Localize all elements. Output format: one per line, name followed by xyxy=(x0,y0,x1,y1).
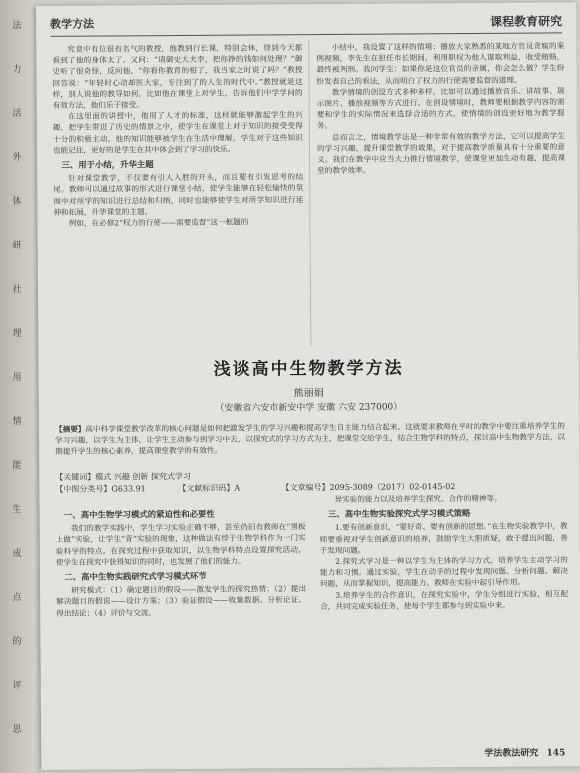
column-divider xyxy=(308,40,311,346)
paragraph: 例如，在必修2“权力的行使——需要监督”这一框题的 xyxy=(68,217,249,228)
strip-glyph: 理 xyxy=(12,329,22,339)
paragraph: 异实验的能力以及培养学生探究、合作的精神等。 xyxy=(334,493,502,504)
adjacent-page-strip xyxy=(0,0,34,773)
strip-glyph: 生 xyxy=(12,505,22,515)
strip-glyph: 法 xyxy=(12,21,22,31)
paragraph: 研究模式：（1）确定题目的假设——激发学生的探究热情；（2）提出解决题目的假说——设计方案；（3）验证假设——收集数据、分析论证、得出结论；（4）评价与交流。 xyxy=(56,584,307,618)
strip-glyph: 活 xyxy=(12,109,22,119)
section-heading: 三、高中生物实验探究式学习模式策略 xyxy=(327,508,471,520)
page-footer xyxy=(484,745,565,759)
paragraph: 总而言之，情境教学法是一种非常有效的教学方法，它可以提高学生的学习兴趣，提升课堂教学的效果，对于提高教学质量具有十分重要的意义。我们在教学中应当大力推行情境教学，使课堂更加生动有趣，提高课堂的教学效率。 xyxy=(316,130,566,176)
strip-glyph: 外 xyxy=(12,153,22,163)
strip-glyph: 成 xyxy=(12,549,22,559)
document-code: 【文献标识码】A xyxy=(178,483,241,494)
abstract-label: 【摘要】 xyxy=(54,424,86,434)
section-heading: 二、高中生物实践研究式学习模式环节 xyxy=(64,570,207,582)
top-right-column xyxy=(316,40,566,346)
strip-glyph: 思 xyxy=(12,725,22,735)
abstract xyxy=(55,420,565,457)
page-number: 145 xyxy=(546,748,566,759)
article-author: 熊丽娟 xyxy=(293,388,324,400)
keywords: 【关键词】模式 兴趣 创新 探究式学习 xyxy=(55,471,191,482)
strip-glyph: 体 xyxy=(12,197,22,207)
strip-glyph: 评 xyxy=(12,681,22,691)
section-label: 教学方法 xyxy=(50,17,95,31)
paragraph: 1.要有创新意识，“要好奇、要有创新的思想。”在生物实验教学中，教师要重视对学生创新意识的培养，鼓励学生大胆质疑，敢于提出问题，善于发现问题。 xyxy=(319,521,568,555)
running-header xyxy=(50,12,562,34)
paragraph: 究竟中有位很有名气的教授，他教到行长课，特别会休，待到今天都看到了他的身体太了。又问：“请御史大夫李，把你挣的钱如何处理？”御史听了很奇怪，反问他。“你看你教育的相了，我当家之时说了吗？”教授回答说：“年轻时心动却医大家，专注到了的人生的时代中。”教授就是这样，别人说他的教导如何，比如他在课堂上对学生，告诉他们中学学问的有效方法，他们乐于接受。 xyxy=(52,43,303,110)
paragraph: 教学情境的创设方式多种多样，比如可以通过播放音乐、讲故事、展示图片、播放视频等方式进行。在创设情境时，教师要根据教学内容的需要和学生的实际情况来选择合适的方式，使情境的创设更好地为教学服务。 xyxy=(316,86,565,131)
journal-page xyxy=(36,2,580,770)
strip-glyph: 的 xyxy=(12,637,22,647)
strip-glyph: 点 xyxy=(12,593,22,603)
bottom-left-column xyxy=(55,504,307,752)
author-affiliation: （安徽省六安市新安中学 安徽 六安 237000） xyxy=(215,402,403,414)
abstract-text: 高中科学课堂教学改革的核心问题是如何把激发学生的学习兴趣和提高学生自主能力结合起来。这就要求教师在平时的教学中要注重培养学生的学习兴趣，以学生为主体，让学生主动参与到学习中去，以探究式的学习方式为主，把课堂交给学生，结合生物学科的特点，探讨高中生物教学方法，以期提升学生的核心素养，提高课堂教学的有效性。 xyxy=(55,421,566,457)
paragraph: 3.培养学生的合作意识，在探究实验中，学生分组进行实验，相互配合，共同完成实验任务，使每个学生都参与到实验中来。 xyxy=(320,588,569,611)
paragraph: 小结中，我设置了这样的情境：播放大家熟悉的某地方官员贪腐的案例视频，李先生在担任市长期间，利用职权为他人谋取利益，收受贿赂，最终被判刑。我问学生：如果你是这位官员的亲属，你会怎么做？学生纷纷发表自己的看法，从而明白了权力的行使需要监督的道理。 xyxy=(316,41,565,86)
paragraph: 我们的教学实践中，学生学习实验正确不够，甚至仍旧有教师在“黑板上做”实验，让学生“背”实验的现象，这种做法有悖于生物学科作为一门实验科学的特点。在探究过程中获取知识，以生物学科特点设置探究活动，使学生在探究中获得知识的同时，也发展了他们的能力。 xyxy=(55,522,306,567)
clc-number: 【中图分类号】G633.91 xyxy=(55,484,146,494)
strip-glyph: 情 xyxy=(12,417,22,427)
strip-glyph: 能 xyxy=(12,461,22,471)
strip-glyph: 研 xyxy=(12,241,22,251)
strip-glyph: 力 xyxy=(12,65,22,75)
article-title: 浅谈高中生物教学方法 xyxy=(213,358,404,380)
paragraph: 2.探究式学习是一种以学生为主体的学习方式，培养学生主动学习的能力和习惯。通过实验，学生在动手的过程中发现问题、分析问题、解决问题，从而掌握知识，提高能力。教师在实验中起引导作用。 xyxy=(319,555,568,589)
strip-glyph: 用 xyxy=(12,373,22,383)
top-left-column xyxy=(52,42,304,344)
section-heading: 一、高中生物学习模式的紧迫性和必要性 xyxy=(63,508,215,520)
paragraph: 针对课堂教学，不仅要有引人入胜的开头，而且要有引发思考的结尾。教师可以通过故事的形式进行课堂小结，使学生能够在轻松愉快的氛围中对所学的知识进行总结和归纳，同时也能够使学生对所学知识进行延伸和拓展，升华课堂的主题。 xyxy=(53,172,304,217)
section-heading: 三、用于小结，升华主题 xyxy=(61,159,154,170)
article-number: 【文章编号】2095-3089（2017）02-0145-02 xyxy=(281,482,456,493)
article-metadata xyxy=(55,468,565,496)
journal-name: 课程教育研究 xyxy=(490,14,563,29)
strip-glyph: 社 xyxy=(12,285,22,295)
bottom-right-column xyxy=(319,492,569,750)
paragraph: 在这里面的讲授中，他用了人才的标准，这样就能够激起学生的兴趣，把学生带进了历史的情景之中，使学生在课堂上对于知识的接受变得十分的积极主动。他的知识能够被学生在生活中理解，学生对于这些知识也能记住，更好的是学生在其中体会到了学习的快乐。 xyxy=(52,110,303,155)
footer-journal: 学法教法研究 xyxy=(484,748,539,759)
